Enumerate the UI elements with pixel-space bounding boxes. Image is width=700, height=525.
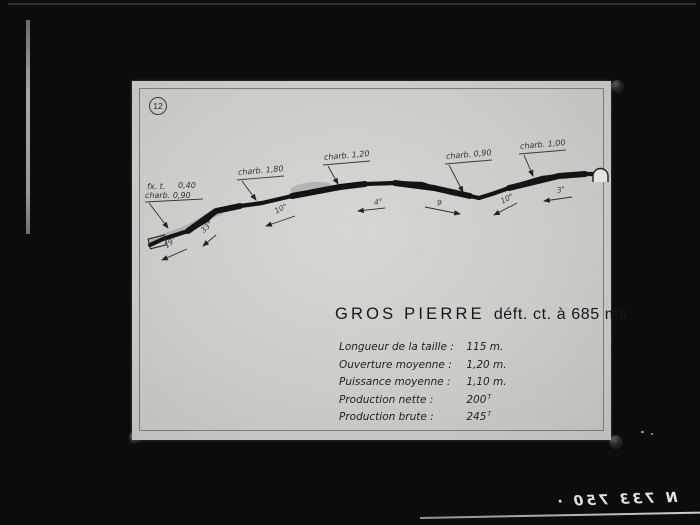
dip-angle-label: 19° bbox=[162, 234, 179, 251]
callout-coal-thickness: charb. 1,00 bbox=[519, 138, 566, 151]
dust-speck bbox=[651, 433, 653, 435]
board-pin-top-right bbox=[611, 80, 624, 93]
spec-row bbox=[339, 394, 491, 406]
spec-value: 1,10 m. bbox=[466, 376, 507, 388]
spec-value: 1,20 m. bbox=[466, 359, 507, 371]
callout-coal-thickness: charb. 1,20 bbox=[323, 149, 370, 162]
board-pin-bottom-right bbox=[609, 435, 623, 449]
film-frame-line bbox=[8, 3, 696, 5]
drawing-board bbox=[132, 81, 633, 440]
film-reference-underline bbox=[420, 512, 700, 519]
spec-value: 115 m. bbox=[466, 341, 504, 353]
film-edge-scratch bbox=[26, 20, 30, 234]
spec-value: 245 bbox=[466, 411, 487, 423]
callout-coal-thickness: charb. 1,80 bbox=[237, 164, 284, 177]
plate-number: 12 bbox=[153, 101, 163, 111]
seam-name: GROS PIERRE bbox=[335, 305, 485, 323]
callout-false-roof-value: 0,40 bbox=[178, 181, 196, 190]
callout-coal-thickness: charb. 0,90 bbox=[445, 148, 492, 161]
spec-row bbox=[339, 411, 491, 423]
dip-angle-label: 10° bbox=[499, 191, 515, 206]
dip-angle-label: 9 bbox=[436, 198, 443, 208]
callout-false-roof-label: fx. t. bbox=[147, 182, 166, 191]
dip-angle-label: 10° bbox=[273, 201, 289, 216]
film-reference-handwriting: N 733 750 · bbox=[554, 489, 678, 511]
dip-angle-label: 33° bbox=[198, 219, 215, 235]
spec-label: Ouverture moyenne : bbox=[339, 359, 452, 371]
dip-angle-label: 4° bbox=[373, 196, 384, 207]
spec-row bbox=[339, 341, 503, 353]
spec-row bbox=[339, 359, 507, 371]
dip-angle-label: 3° bbox=[556, 184, 567, 195]
spec-row bbox=[339, 376, 507, 388]
seam-title bbox=[335, 305, 632, 324]
dust-speck bbox=[641, 431, 644, 433]
spec-value: 200 bbox=[466, 394, 487, 406]
spec-label: Puissance moyenne : bbox=[339, 376, 451, 388]
spec-label: Production brute : bbox=[339, 411, 434, 423]
spec-unit-superscript: T bbox=[487, 410, 492, 418]
spec-unit-superscript: T bbox=[487, 393, 492, 401]
gallery-portal-icon bbox=[593, 169, 608, 183]
spec-label: Production nette : bbox=[339, 394, 434, 406]
spec-label: Longueur de la taille : bbox=[339, 341, 454, 353]
seam-detail: déft. ct. à 685 ms. bbox=[493, 306, 633, 323]
callout-coal-thickness: charb. 0,90 bbox=[145, 191, 191, 200]
